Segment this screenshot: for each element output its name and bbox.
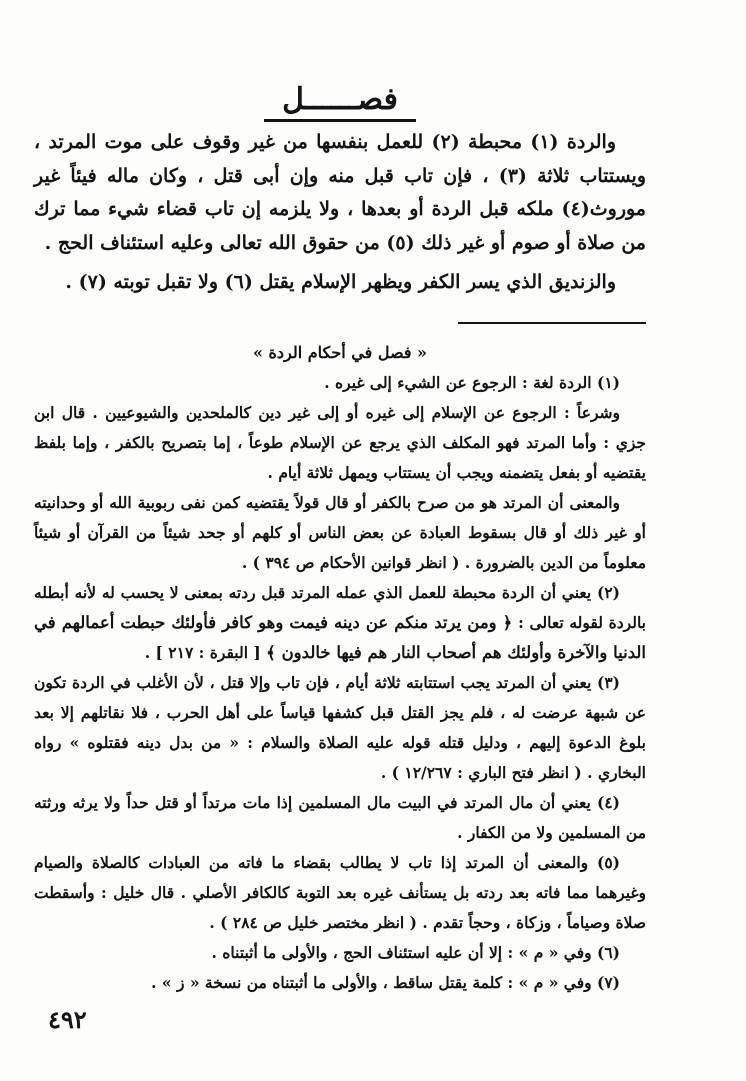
page-number: ٤٩٢ <box>48 1005 87 1034</box>
section-title <box>34 78 646 122</box>
footnote-1a: (١) الردة لغة : الرجوع عن الشيء إلى غيره . <box>324 372 620 392</box>
main-paragraph-1: والردة (١) محبطة (٢) للعمل بنفسها من غير وقوف على موت المرتد ، ويستتاب ثلاثة (٣) ، فإن تاب قبل منه وإن أبى قتل ، وكان ماله فيئاً غير موروث(٤) ملكه قبل الردة أو بعدها ، ولا يلزمه إن تاب قضاء شيء مما ترك من صلاة أو صوم أو غير ذلك (٥) من حقوق الله تعالى وعليه استئناف الحج . <box>34 131 647 254</box>
main-paragraph-2: والزنديق الذي يسر الكفر ويظهر الإسلام يقتل (٦) ولا تقبل توبته (٧) . <box>65 271 616 293</box>
footnote-6: (٦) وفي « م » : إلا أن عليه استئناف الحج ، والأولى ما أثبتناه . <box>211 942 620 962</box>
footnote-divider <box>458 322 646 324</box>
footnote-2 <box>34 578 646 668</box>
footnote-2-citation: [ البقرة : ٢١٧ ] . <box>144 642 267 662</box>
footnote-1b: وشرعاً : الرجوع عن الإسلام إلى غيره أو إلى غير دين كالملحدين والشيوعيين . قال ابن جزي : وأما المرتد فهو المكلف الذي يرجع عن الإسلام طوعاً ، إما بتصريح بالكفر ، وإما بلفظ يقتضيه أو بفعل يتضمنه ويجب أن يستتاب ويمهل ثلاثة أيام . <box>34 402 646 482</box>
footnote-5: (٥) والمعنى أن المرتد إذا تاب لا يطالب بقضاء ما فاته من العبادات كالصلاة والصيام وغيرهما مما فاته بعد ردته بل يستأنف غيره بعد التوبة كالكافر الأصلي . قال خليل : وأسقطت صلاة وصياماً ، وزكاة ، وحجاً تقدم . ( انظر مختصر خليل ص ٢٨٤ ) . <box>34 852 646 932</box>
main-text <box>34 126 646 300</box>
quran-verse: ﴿ ومن يرتد منكم عن دينه فيمت وهو كافر فأولئك حبطت أعمالهم في الدنيا والآخرة وأولئك هم أصحاب النار هم فيها خالدون ﴾ <box>34 612 646 662</box>
page <box>34 78 646 998</box>
footnote-3: (٣) يعني أن المرتد يجب استتابته ثلاثة أيام ، فإن تاب وإلا قتل ، لأن الأغلب في الردة تكون عن شبهة عرضت له ، فلم يجز القتل قبل كشفها قياساً على أهل الحرب ، فلا نقاتلهم إلا بعد بلوغ الدعوة إليهم ، ودليل قتله قوله عليه الصلاة والسلام : « من بدل دينه فقتلوه » رواه البخاري . ( انظر فتح الباري : ١٢/٢٦٧ ) . <box>34 672 646 782</box>
footnote-4: (٤) يعني أن مال المرتد في البيت مال المسلمين إذا مات مرتداً أو قتل حداً ولا يرثه ورثته من المسلمين ولا من الكفار . <box>34 792 646 842</box>
section-title-text: فصــــــل <box>264 82 416 122</box>
footnote-7: (٧) وفي « م » : كلمة يقتل ساقط ، والأولى ما أثبتناه من نسخة « ز » . <box>151 972 620 992</box>
footnote-1c: والمعنى أن المرتد هو من صرح بالكفر أو قال قولاً يقتضيه كمن نفى ربوبية الله أو وحدانيته أو غير ذلك أو قال بسقوط العبادة عن بعض الناس أو كلهم أو جحد شيئاً من القرآن أو شيئاً معلوماً من الدين بالضرورة . ( انظر قوانين الأحكام ص ٣٩٤ ) . <box>34 492 646 572</box>
footnotes <box>34 338 646 998</box>
footnote-heading: « فصل في أحكام الردة » <box>252 342 428 362</box>
footnote-2-text: (٢) يعني أن الردة محبطة للعمل الذي عمله المرتد قبل ردته بمعنى لا يحسب له لأنه أبطله بالردة لقوله تعالى : <box>34 582 646 632</box>
